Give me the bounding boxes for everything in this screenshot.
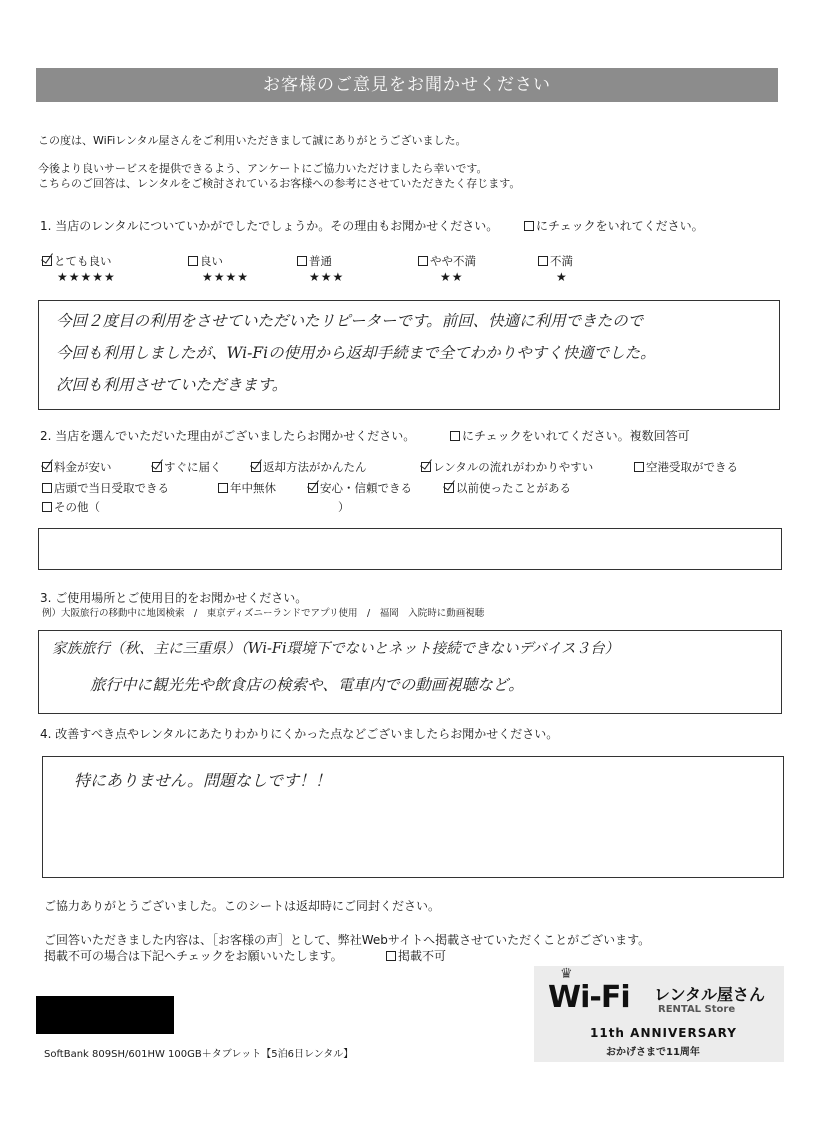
checkbox-checked-icon[interactable] <box>152 462 162 472</box>
checkbox-icon[interactable] <box>418 256 428 266</box>
intro-line-2: 今後より良いサービスを提供できるよう、アンケートにご協力いただけましたら幸いです。 <box>38 162 488 175</box>
q1-option-very-good[interactable]: とても良い <box>42 254 112 268</box>
logo-thanks-text: おかげさまで11周年 <box>606 1047 700 1058</box>
q1-stars-very-good: ★★★★★ <box>57 270 116 284</box>
checkbox-checked-icon[interactable] <box>308 483 318 493</box>
redacted-block <box>36 996 174 1034</box>
closing-line-2: ご回答いただきました内容は、［お客様の声］として、弊社Webサイトへ掲載させていただくことがございます。 <box>44 933 651 947</box>
checkbox-icon[interactable] <box>386 951 396 961</box>
q2-option-other[interactable]: その他（ <box>42 500 100 514</box>
checkbox-checked-icon[interactable] <box>42 462 52 472</box>
q1-note: にチェックをいれてください。 <box>524 218 704 234</box>
q1-option-bad[interactable]: 不満 <box>538 254 573 268</box>
checkbox-checked-icon[interactable] <box>421 462 431 472</box>
logo-anniversary-text: 11th ANNIVERSARY <box>590 1026 737 1040</box>
checkbox-checked-icon[interactable] <box>251 462 261 472</box>
checkbox-icon[interactable] <box>42 483 52 493</box>
logo-sub-text: RENTAL Store <box>658 1004 736 1015</box>
q2-option-airport-pickup[interactable]: 空港受取ができる <box>634 460 738 474</box>
q2-option-easy-return[interactable]: 返却方法がかんたん <box>251 460 367 474</box>
q1-question: 1. 当店のレンタルについていかがでしたでしょうか。その理由もお聞かせください。 <box>40 219 499 233</box>
q1-answer-line-3: 次回も利用させていただきます。 <box>56 376 288 394</box>
q2-answer-box[interactable] <box>38 528 782 570</box>
checkbox-icon[interactable] <box>218 483 228 493</box>
checkbox-icon[interactable] <box>634 462 644 472</box>
q2-note: にチェックをいれてください。複数回答可 <box>450 428 690 444</box>
q2-option-easy-flow[interactable]: レンタルの流れがわかりやすい <box>421 460 593 474</box>
q2-option-open-all-year[interactable]: 年中無休 <box>218 481 276 495</box>
logo-name-text: レンタル屋さん <box>654 985 765 1004</box>
q3-answer-line-2: 旅行中に観光先や飲食店の検索や、電車内での動画視聴など。 <box>90 676 524 694</box>
checkbox-icon <box>450 431 460 441</box>
checkbox-checked-icon[interactable] <box>42 256 52 266</box>
device-info: SoftBank 809SH/601HW 100GB＋タブレット【5泊6日レンタル】 <box>44 1049 354 1060</box>
checkbox-icon[interactable] <box>538 256 548 266</box>
logo-wifi-text: Wi-Fi <box>548 980 630 1015</box>
checkbox-checked-icon[interactable] <box>444 483 454 493</box>
q2-option-trustworthy[interactable]: 安心・信頼できる <box>308 481 412 495</box>
checkbox-icon[interactable] <box>297 256 307 266</box>
intro-line-3: こちらのご回答は、レンタルをご検討されているお客様への参考にさせていただきたく存じます。 <box>38 177 521 190</box>
q1-answer-line-1: 今回２度目の利用をさせていただいたリピーターです。前回、快適に利用できたので <box>56 312 644 330</box>
q2-option-fast-delivery[interactable]: すぐに届く <box>152 460 222 474</box>
q2-other-close: ） <box>338 500 350 514</box>
q2-option-cheap[interactable]: 料金が安い <box>42 460 112 474</box>
q3-example: 例）大阪旅行の移動中に地図検索 / 東京ディズニーランドでアプリ使用 / 福岡 入院時に動画視聴 <box>42 608 485 619</box>
checkbox-icon[interactable] <box>42 502 52 512</box>
q1-answer-line-2: 今回も利用しましたが、Wi-Fiの使用から返却手続まで全てわかりやすく快適でした。 <box>56 344 656 362</box>
q1-stars-good: ★★★★ <box>202 270 250 284</box>
q2-option-store-pickup[interactable]: 店頭で当日受取できる <box>42 481 169 495</box>
q2-option-used-before[interactable]: 以前使ったことがある <box>444 481 571 495</box>
closing-line-1: ご協力ありがとうございました。このシートは返却時にご同封ください。 <box>44 899 441 913</box>
q3-question: 3. ご使用場所とご使用目的をお聞かせください。 <box>40 591 308 605</box>
q1-stars-slightly-bad: ★★ <box>440 270 464 284</box>
no-publish-option[interactable]: 掲載不可 <box>386 948 446 964</box>
checkbox-icon <box>524 221 534 231</box>
q1-option-good[interactable]: 良い <box>188 254 223 268</box>
q1-option-slightly-bad[interactable]: やや不満 <box>418 254 476 268</box>
q4-question: 4. 改善すべき点やレンタルにあたりわかりにくかった点などございましたらお聞かせください。 <box>40 727 559 741</box>
intro-line-1: この度は、WiFiレンタル屋さんをご利用いただきまして誠にありがとうございました。 <box>38 134 467 147</box>
q2-question: 2. 当店を選んでいただいた理由がございましたらお聞かせください。 <box>40 429 416 443</box>
survey-title: お客様のご意見をお聞かせください <box>36 68 778 102</box>
q1-stars-normal: ★★★ <box>309 270 345 284</box>
closing-line-3: 掲載不可の場合は下記へチェックをお願いいたします。 <box>44 949 343 963</box>
q3-answer-line-1: 家族旅行（秋、主に三重県）（Wi-Fi環境下でないとネット接続できないデバイス３台） <box>52 641 620 657</box>
crown-icon: ♛ <box>560 966 573 982</box>
q1-stars-bad: ★ <box>556 270 568 284</box>
checkbox-icon[interactable] <box>188 256 198 266</box>
q4-answer: 特にありません。問題なしです！！ <box>74 771 331 790</box>
q1-option-normal[interactable]: 普通 <box>297 254 332 268</box>
company-logo <box>534 966 784 1062</box>
